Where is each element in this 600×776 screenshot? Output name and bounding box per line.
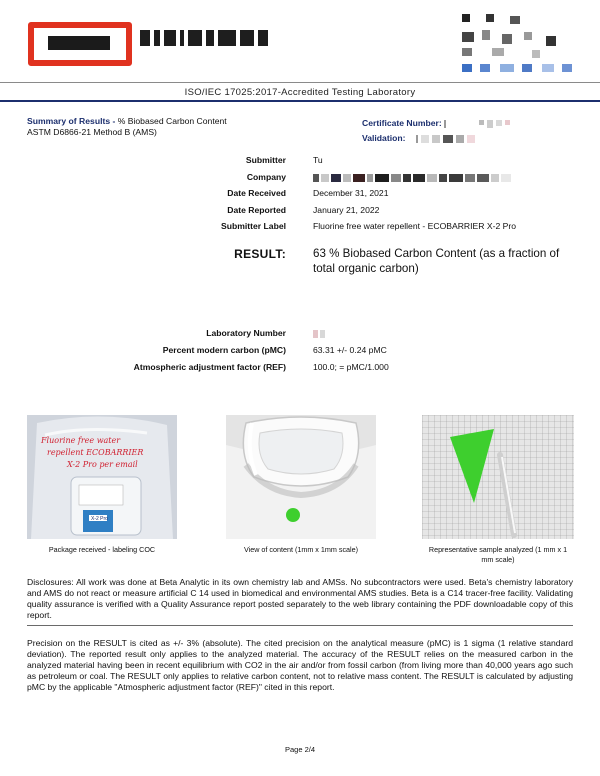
submitter-label-value: Fluorine free water repellent - ECOBARRIER X-2 Pro [313, 221, 516, 231]
disclosures-paragraph: Disclosures: All work was done at Beta Analytic in its own chemistry lab and AMSs. No subcontractors were used. Beta's chemistry laboratory and AMS do not react or measure artificial C 14 used in biomedical and environmental AMS studies. Beta is a C14 tracer-free facility. Validating quality assurance is verified with a Quality Assurance report posted separately to the web library containing the PDF downloadable copy of this report. [27, 577, 573, 620]
submitter-value: Tu [313, 155, 323, 165]
summary-block [27, 116, 227, 138]
svg-text:repellent ECOBARRIER: repellent ECOBARRIER [47, 448, 144, 457]
photo-sample [422, 415, 574, 539]
certificate-label: Certificate Number: [362, 118, 442, 128]
submitter-label: Submitter [245, 155, 286, 165]
header-blue-bar [0, 100, 600, 102]
package-illustration [27, 415, 177, 539]
precision-paragraph: Precision on the RESULT is cited as +/- 3% (absolute). The cited precision on the analytical measure (pMC) is 1 sigma (1 relative standard deviation). The reported result only applies to the analyzed material. The accuracy of the RESULT relies on the measured carbon in the analyzed material having been in recent equilibrium with CO2 in the air and/or from fossil carbon (from living more than 40,000 years ago such as petroleum or coal. The RESULT only applies to relative carbon content, not to relative mass content. The RESULT is calculated by adjusting pMC by the applicable "Atmospheric adjustment factor (REF)" cited in this report. [27, 638, 573, 692]
svg-text:X-2 Pro per email: X-2 Pro per email [67, 460, 138, 469]
photo-content [226, 415, 376, 539]
caption-sample: Representative sample analyzed (1 mm x 1 mm scale) [428, 545, 568, 564]
summary-measure: % Biobased Carbon Content [117, 116, 227, 126]
bag-label-text: X-2 Pro [91, 516, 108, 522]
date-reported-value: January 21, 2022 [313, 205, 380, 215]
result-value: 63 % Biobased Carbon Content (as a fraction of total organic carbon) [313, 247, 560, 275]
company-name-redacted [140, 30, 268, 46]
certificate-block [362, 116, 510, 146]
header-divider [0, 82, 600, 83]
company-logo [28, 22, 132, 66]
summary-method: ASTM D6866-21 Method B (AMS) [27, 127, 157, 137]
date-received-value: December 31, 2021 [313, 188, 389, 198]
lab-number-label: Laboratory Number [206, 328, 286, 338]
logo-redaction [48, 36, 110, 50]
ref-label: Atmospheric adjustment factor (REF) [133, 362, 286, 372]
caption-package: Package received - labeling COC [48, 545, 156, 554]
sample-illustration [422, 415, 574, 539]
section-divider [27, 625, 573, 626]
caption-content: View of content (1mm x 1mm scale) [243, 545, 359, 554]
photo-package [27, 415, 177, 539]
ref-value: 100.0; = pMC/1.000 [313, 362, 389, 372]
date-reported-label: Date Reported [227, 205, 286, 215]
lab-number-redacted [313, 328, 325, 338]
certificate-redacted-mosaic [479, 120, 510, 128]
validation-label: Validation: [362, 133, 406, 143]
result-label: RESULT: [234, 247, 286, 261]
content-illustration [226, 415, 376, 539]
pmc-label: Percent modern carbon (pMC) [162, 345, 286, 355]
date-received-label: Date Received [227, 188, 286, 198]
summary-label: Summary of Results - [27, 116, 118, 126]
validation-redacted-mosaic [416, 135, 475, 143]
redacted-mosaic [462, 14, 586, 74]
pmc-value: 63.31 +/- 0.24 pMC [313, 345, 387, 355]
accreditation-line: ISO/IEC 17025:2017-Accredited Testing Laboratory [184, 87, 416, 98]
submitter-label-label: Submitter Label [221, 221, 286, 231]
company-value-redacted [313, 172, 511, 182]
page-number: Page 2/4 [284, 745, 316, 754]
company-label: Company [246, 172, 286, 182]
svg-text:Fluorine free water: Fluorine free water [41, 436, 121, 445]
certificate-number-redacted [444, 120, 446, 128]
